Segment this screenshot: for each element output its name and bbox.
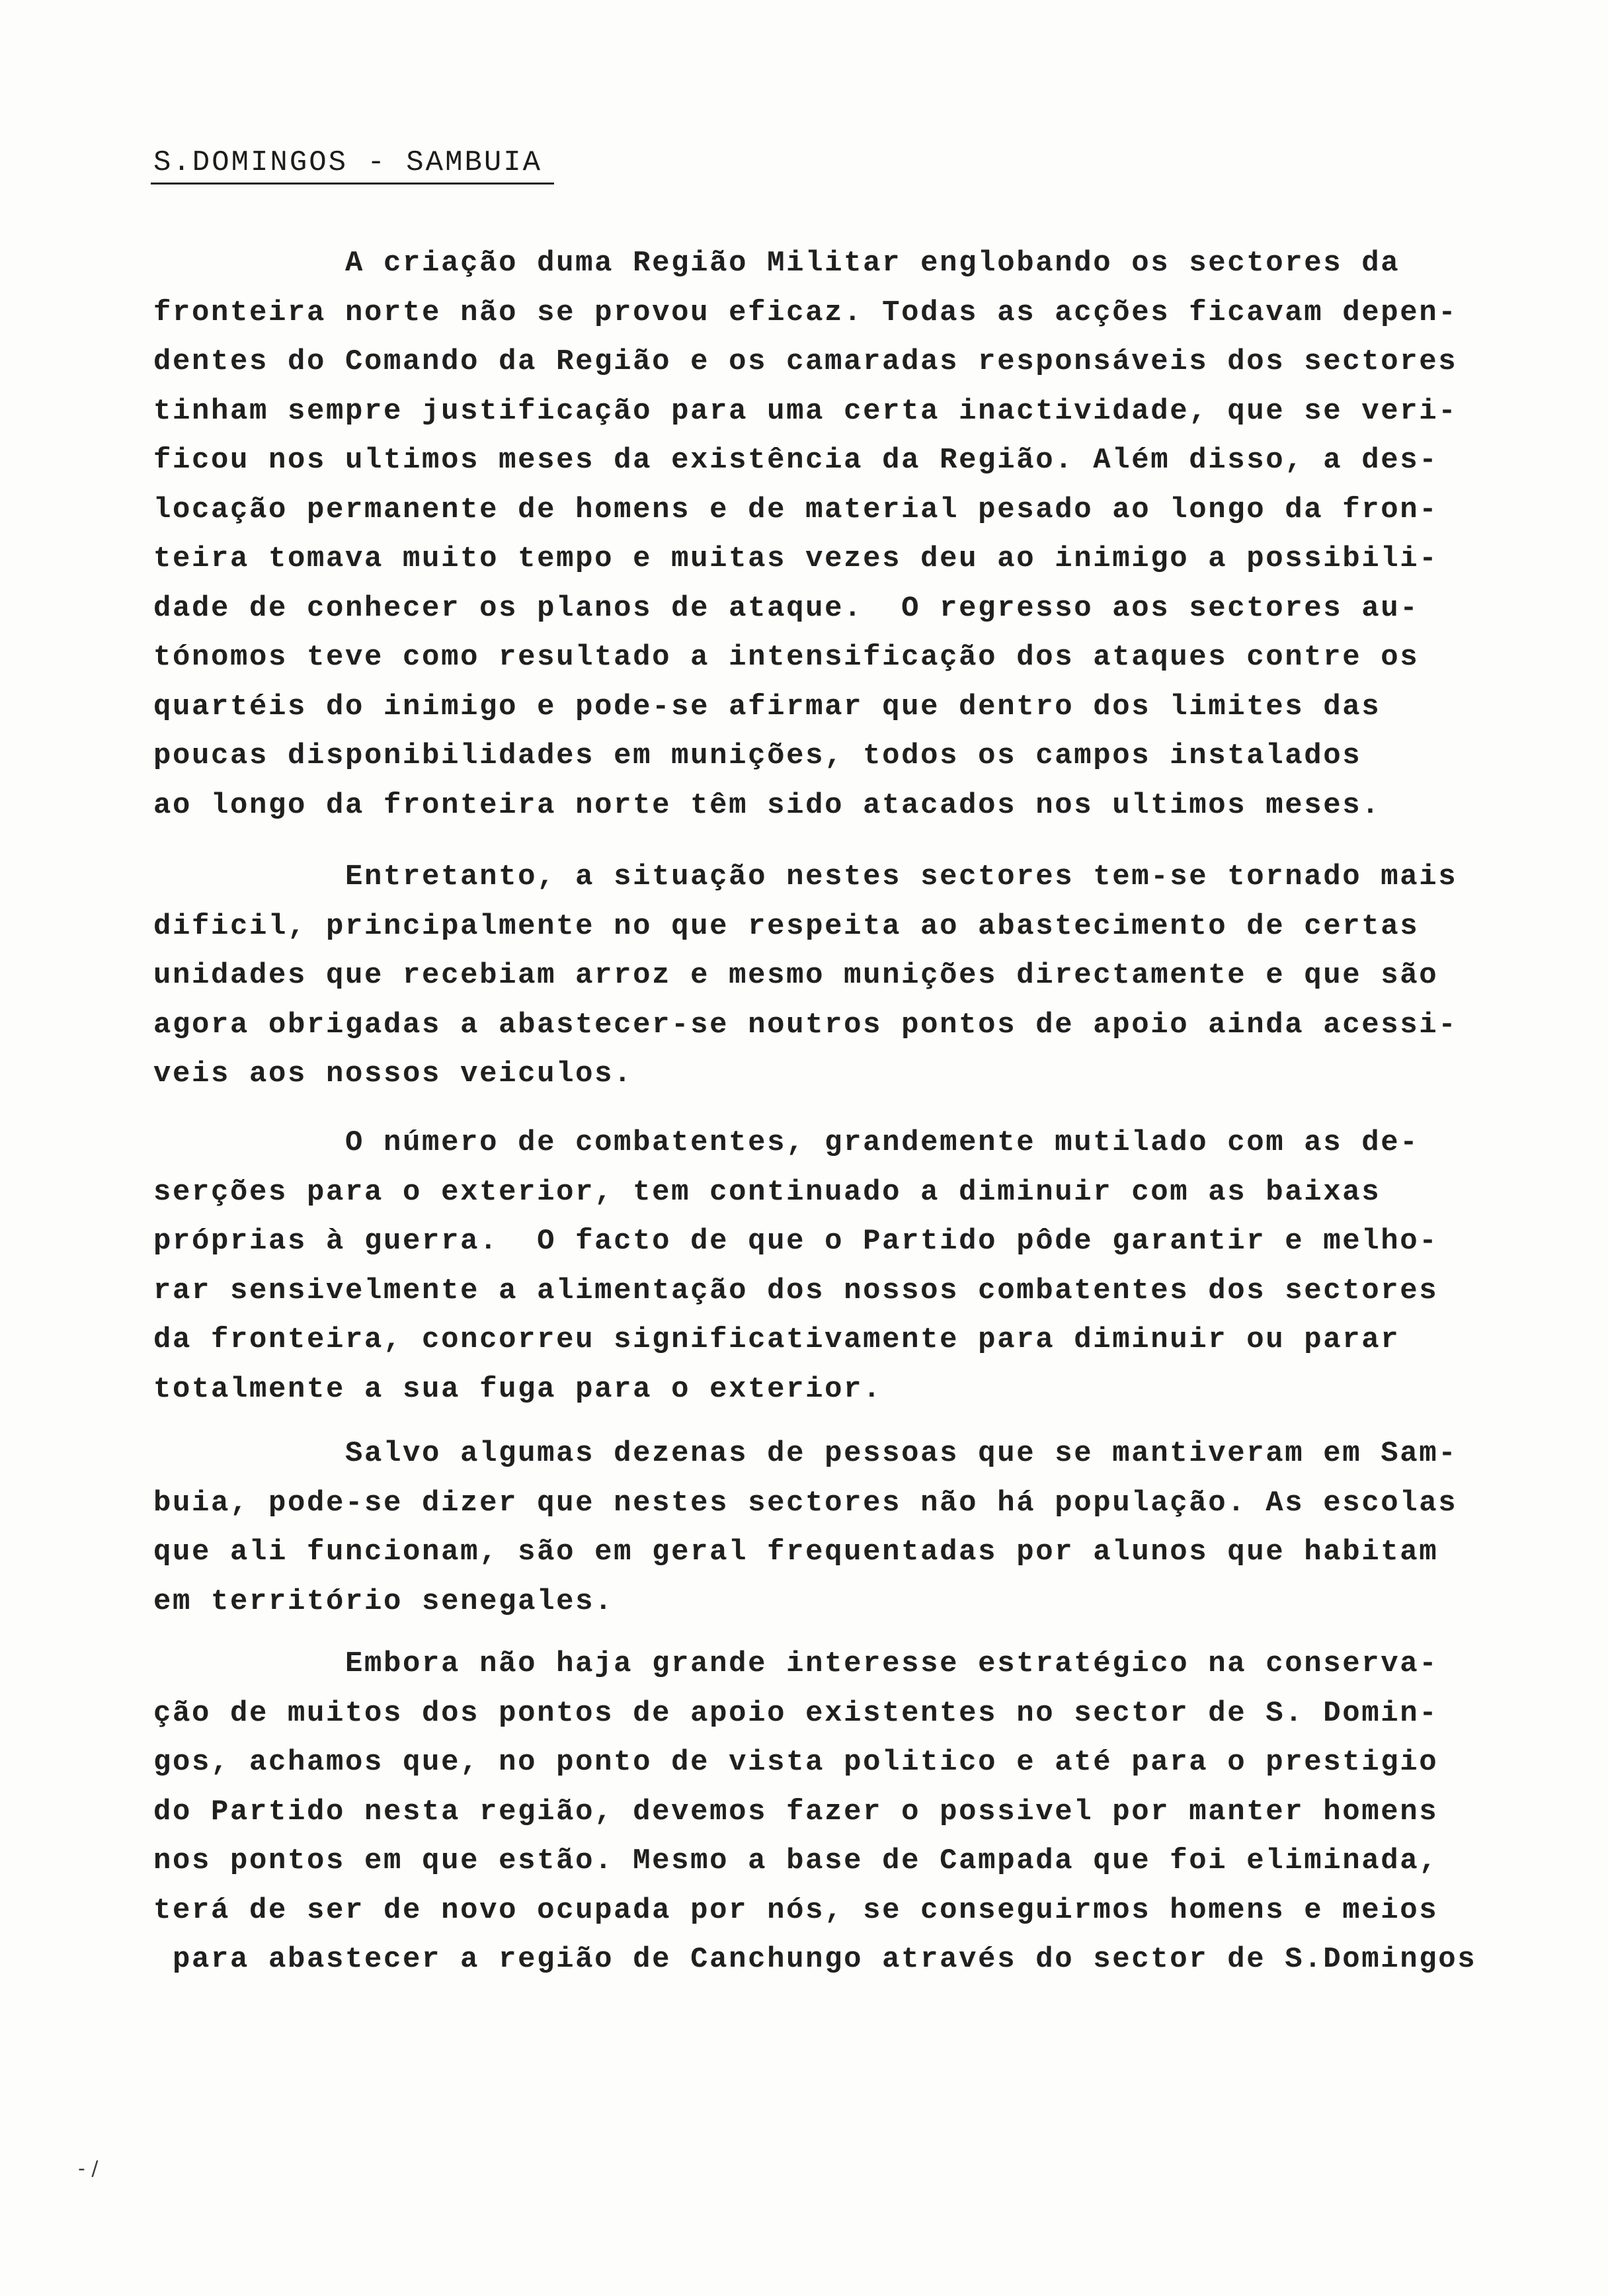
paragraph-5-line: terá de ser de novo ocupada por nós, se conseguirmos homens e meios <box>153 1894 1439 1927</box>
paragraph-2-line: veis aos nossos veiculos. <box>153 1057 633 1090</box>
paragraph-4-line: em território senegales. <box>153 1585 614 1618</box>
paragraph-1-line: locação permanente de homens e de material pesado ao longo da fron- <box>153 493 1439 526</box>
paragraph-1-line: A criação duma Região Militar englobando os sectores da <box>153 247 1400 280</box>
paragraph-1-line: quartéis do inimigo e pode-se afirmar que dentro dos limites das <box>153 690 1381 723</box>
paragraph-2-line: agora obrigadas a abastecer-se noutros pontos de apoio ainda acessi- <box>153 1008 1458 1042</box>
paragraph-1-line: dentes do Comando da Região e os camaradas responsáveis dos sectores <box>153 345 1458 378</box>
paragraph-5-line: para abastecer a região de Canchungo através do sector de S.Domingos <box>153 1943 1477 1976</box>
paragraph-5-line: Embora não haja grande interesse estratégico na conserva- <box>153 1647 1439 1680</box>
paragraph-4-line: Salvo algumas dezenas de pessoas que se mantiveram em Sam- <box>153 1437 1458 1470</box>
paragraph-2-line: dificil, principalmente no que respeita ao abastecimento de certas <box>153 910 1420 943</box>
paragraph-3-line: O número de combatentes, grandemente mutilado com as de- <box>153 1126 1420 1159</box>
paragraph-1-line: tinham sempre justificação para uma certa inactividade, que se veri- <box>153 395 1458 428</box>
paragraph-1-line: teira tomava muito tempo e muitas vezes deu ao inimigo a possibili- <box>153 542 1439 575</box>
paragraph-2-line: unidades que recebiam arroz e mesmo munições directamente e que são <box>153 959 1439 992</box>
footer-mark: - / <box>78 2157 99 2180</box>
paragraph-1-line: fronteira norte não se provou eficaz. Todas as acções ficavam depen- <box>153 296 1458 329</box>
paragraph-3-line: próprias à guerra. O facto de que o Partido pôde garantir e melho- <box>153 1225 1439 1258</box>
title-underline <box>151 183 554 184</box>
paragraph-1-line: tónomos teve como resultado a intensificação dos ataques contre os <box>153 641 1420 674</box>
paragraph-1-line: ficou nos ultimos meses da existência da Região. Além disso, a des- <box>153 444 1439 477</box>
paragraph-5-line: ção de muitos dos pontos de apoio existentes no sector de S. Domin- <box>153 1697 1439 1730</box>
paragraph-3-line: rar sensivelmente a alimentação dos nossos combatentes dos sectores <box>153 1274 1439 1307</box>
paragraph-5-line: nos pontos em que estão. Mesmo a base de Campada que foi eliminada, <box>153 1844 1439 1877</box>
paragraph-4-line: buia, pode-se dizer que nestes sectores não há população. As escolas <box>153 1487 1458 1520</box>
paragraph-1-line: dade de conhecer os planos de ataque. O regresso aos sectores au- <box>153 592 1420 625</box>
paragraph-4-line: que ali funcionam, são em geral frequentadas por alunos que habitam <box>153 1536 1439 1569</box>
paragraph-5-line: do Partido nesta região, devemos fazer o possivel por manter homens <box>153 1795 1439 1828</box>
paragraph-1-line: ao longo da fronteira norte têm sido atacados nos ultimos meses. <box>153 789 1381 822</box>
paragraph-1-line: poucas disponibilidades em munições, todos os campos instalados <box>153 739 1362 772</box>
paragraph-3-line: serções para o exterior, tem continuado a diminuir com as baixas <box>153 1176 1381 1209</box>
document-title: S.DOMINGOS - SAMBUIA <box>153 146 543 179</box>
paragraph-5-line: gos, achamos que, no ponto de vista politico e até para o prestigio <box>153 1746 1439 1779</box>
paragraph-3-line: da fronteira, concorreu significativamente para diminuir ou parar <box>153 1323 1400 1356</box>
paragraph-3-line: totalmente a sua fuga para o exterior. <box>153 1373 883 1406</box>
paragraph-2-line: Entretanto, a situação nestes sectores tem-se tornado mais <box>153 860 1458 893</box>
